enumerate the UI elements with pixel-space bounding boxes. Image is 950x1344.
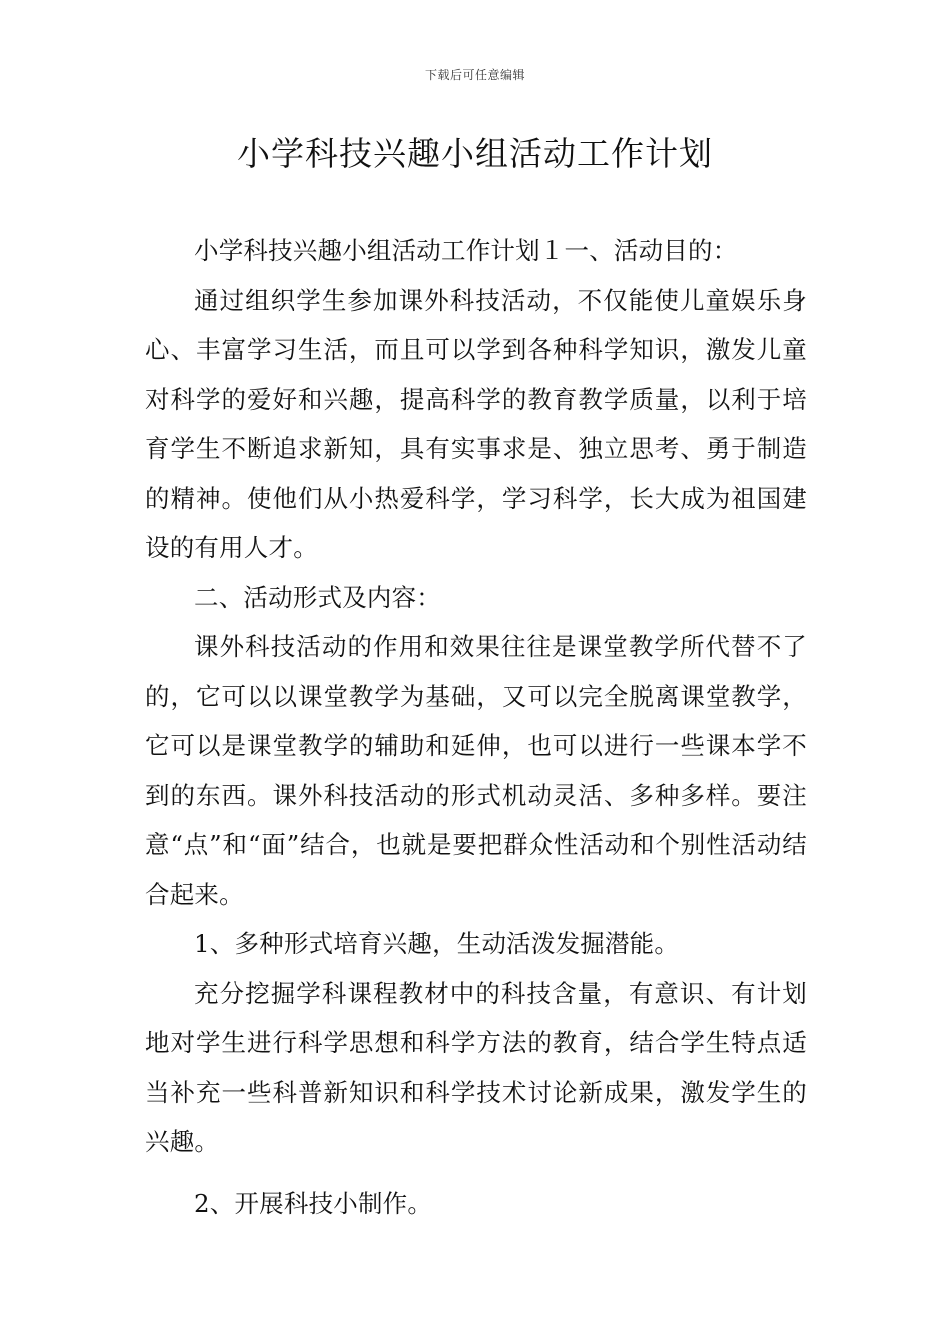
paragraph-item-one-body: 充分挖掘学科课程教材中的科技含量，有意识、有计划地对学生进行科学思想和科学方法的教育，结合学生特点适当补充一些科普新知识和科学技术讨论新成果，激发学生的兴趣。	[145, 978, 807, 1156]
paragraph-activity-content: 课外科技活动的作用和效果往往是课堂教学所代替不了的，它可以以课堂教学为基础，又可以完全脱离课堂教学，它可以是课堂教学的辅助和延伸，也可以进行一些课本学不到的东西。课外科技活动的形式机动灵活、多种多样。要注意“点”和“面”结合，也就是要把群众性活动和个别性活动结合起来。	[145, 632, 807, 909]
paragraph-purpose: 通过组织学生参加课外科技活动，不仅能使儿童娱乐身心、丰富学习生活，而且可以学到各种科学知识，激发儿童对科学的爱好和兴趣，提高科学的教育教学质量，以利于培育学生不断追求新知，具有实事求是、独立思考、勇于制造的精神。使他们从小热爱科学，学习科学，长大成为祖国建设的有用人才。	[145, 285, 807, 562]
paragraph-item-one-heading: 1、多种形式培育兴趣，生动活泼发掘潜能。	[194, 929, 680, 958]
header-note: 下载后可任意编辑	[424, 68, 525, 82]
document-body	[145, 226, 807, 1228]
paragraph-section-two-heading: 二、活动形式及内容：	[194, 582, 441, 612]
paragraph-intro: 小学科技兴趣小组活动工作计划１一、活动目的：	[194, 236, 738, 265]
document-title: 小学科技兴趣小组活动工作计划	[237, 134, 713, 173]
paragraph-item-two-heading: 2、开展科技小制作。	[194, 1188, 433, 1218]
